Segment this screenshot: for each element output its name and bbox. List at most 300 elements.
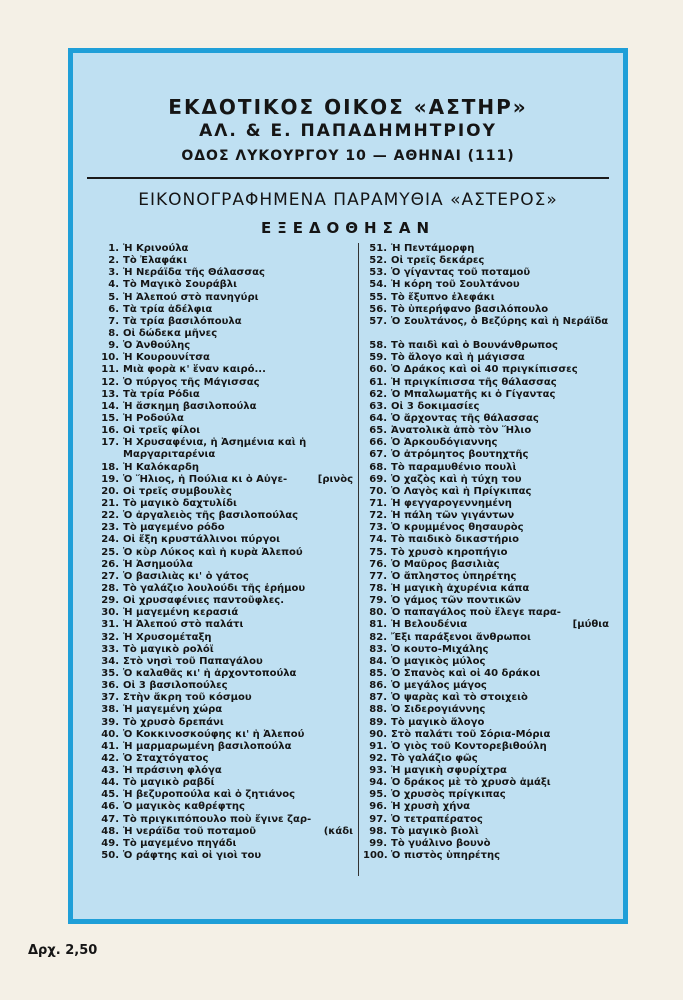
item-number: 49. bbox=[101, 837, 119, 849]
item-number: 48. bbox=[101, 825, 119, 837]
list-item bbox=[95, 352, 357, 364]
list-item bbox=[363, 644, 613, 656]
item-title: Τὸ χρυσὸ κηροπήγιο bbox=[391, 546, 508, 558]
item-title: Ὁ πύργος τῆς Μάγισσας bbox=[123, 376, 260, 388]
item-number: 17. bbox=[101, 437, 119, 449]
item-number: 100. bbox=[363, 850, 388, 862]
item-number: 43. bbox=[101, 765, 119, 777]
list-item bbox=[95, 498, 357, 510]
item-number: 44. bbox=[101, 777, 119, 789]
list-item bbox=[363, 607, 613, 619]
item-title: Τὸ χρυσὸ δρεπάνι bbox=[123, 716, 224, 728]
item-continuation: [ρινὸς bbox=[317, 473, 353, 485]
item-number: 51. bbox=[369, 243, 387, 254]
item-number: 18. bbox=[101, 461, 119, 473]
item-number: 39. bbox=[101, 716, 119, 728]
item-number: 78. bbox=[369, 582, 387, 594]
item-title: Τὸ γυάλινο βουνὸ bbox=[391, 837, 491, 849]
item-number: 57. bbox=[369, 315, 387, 327]
item-title: Ὁ κουτο-Μιχάλης bbox=[391, 643, 489, 655]
list-item bbox=[363, 255, 613, 267]
item-number: 32. bbox=[101, 631, 119, 643]
item-number: 41. bbox=[101, 740, 119, 752]
list-item bbox=[95, 316, 357, 328]
item-title: Οἱ δώδεκα μῆνες bbox=[123, 327, 218, 339]
item-title: Ἡ ἄσκημη βασιλοπούλα bbox=[123, 400, 257, 412]
item-title: Ὁ κρυμμένος θησαυρὸς bbox=[391, 522, 524, 534]
item-number: 24. bbox=[101, 534, 119, 546]
list-item bbox=[363, 838, 613, 850]
list-item bbox=[95, 243, 357, 255]
title-list-left bbox=[95, 243, 357, 862]
price-label: Δρχ. 2,50 bbox=[28, 943, 98, 958]
item-title: Ὁ γιὸς τοῦ Κοντορεβιθούλη bbox=[391, 740, 547, 752]
item-title: Τὸ μαγικὸ ἄλογο bbox=[391, 716, 485, 728]
list-item bbox=[363, 619, 613, 631]
list-item bbox=[363, 826, 613, 838]
list-item bbox=[95, 425, 357, 437]
list-item bbox=[95, 522, 357, 534]
item-title: Τὸ μαγικὸ βιολὶ bbox=[391, 825, 479, 837]
item-title: Ὁ Ἀρκουδόγιαννης bbox=[391, 437, 498, 449]
list-item bbox=[95, 668, 357, 680]
item-title: Τὸ ἄλογο καὶ ἡ μάγισσα bbox=[391, 352, 525, 364]
item-title: Ἡ μαγεμένη κερασιά bbox=[123, 607, 239, 619]
list-item bbox=[95, 571, 357, 583]
item-title: Τὸ μαγικὸ ραβδί bbox=[123, 777, 215, 789]
item-number: 89. bbox=[369, 716, 387, 728]
list-item bbox=[95, 704, 357, 716]
item-number: 88. bbox=[369, 704, 387, 716]
item-number: 86. bbox=[369, 680, 387, 692]
item-title: Ὁ κὺρ Λύκος καὶ ἡ κυρὰ Ἀλεπού bbox=[123, 546, 303, 558]
item-title: Ὁ Σουλτάνος, ὁ Βεζύρης καὶ ἡ Νεράϊδα bbox=[391, 315, 609, 327]
item-number: 38. bbox=[101, 704, 119, 716]
item-number: 35. bbox=[101, 667, 119, 679]
list-item bbox=[95, 267, 357, 279]
item-number: 60. bbox=[369, 364, 387, 376]
item-number: 5. bbox=[108, 291, 119, 303]
item-title: Ὁ βασιλιὰς κι' ὁ γάτος bbox=[123, 570, 249, 582]
item-title: Ἡ μαγικὴ σφυρίχτρα bbox=[391, 765, 507, 777]
list-item bbox=[95, 814, 357, 826]
list-item bbox=[363, 413, 613, 425]
item-title: Τὰ τρία ἀδέλφια bbox=[123, 303, 213, 315]
item-title: Ὁ χαζὸς καὶ ἡ τύχη του bbox=[391, 473, 522, 485]
item-number: 1. bbox=[108, 243, 119, 254]
item-title: Ὁ γίγαντας τοῦ ποταμοῦ bbox=[391, 267, 531, 279]
item-number: 23. bbox=[101, 522, 119, 534]
item-number: 66. bbox=[369, 437, 387, 449]
item-title: Ἡ μαγεμένη χώρα bbox=[123, 704, 223, 716]
item-number: 40. bbox=[101, 728, 119, 740]
list-item bbox=[95, 765, 357, 777]
item-title: Ἡ χρυσὴ χήνα bbox=[391, 801, 470, 813]
list-item bbox=[363, 668, 613, 680]
item-title: Ὁ ψαρὰς καὶ τὸ στοιχειὸ bbox=[391, 692, 528, 704]
item-title: Ὁ ράφτης καὶ οἱ γιοὶ του bbox=[123, 850, 262, 862]
item-title: Ἡ βεζυροπούλα καὶ ὁ ζητιάνος bbox=[123, 789, 296, 801]
list-item bbox=[95, 741, 357, 753]
item-title: Τὰ τρία βασιλόπουλα bbox=[123, 315, 242, 327]
item-number: 97. bbox=[369, 813, 387, 825]
column-divider bbox=[358, 243, 359, 876]
item-title: Ὁ παπαγάλος ποὺ ἔλεγε παρα- bbox=[391, 607, 561, 619]
list-item bbox=[363, 377, 613, 389]
item-title: Ὁ δράκος μὲ τὸ χρυσὸ ἁμάξι bbox=[391, 777, 551, 789]
item-title: Ὁ Σπανὸς καὶ οἱ 40 δράκοι bbox=[391, 667, 541, 679]
item-number: 67. bbox=[369, 449, 387, 461]
item-number: 54. bbox=[369, 279, 387, 291]
item-title: Ἡ Ἀλεπού στὸ πανηγύρι bbox=[123, 291, 259, 303]
list-item bbox=[363, 486, 613, 498]
item-number: 4. bbox=[108, 279, 119, 291]
item-number: 30. bbox=[101, 607, 119, 619]
list-item bbox=[95, 255, 357, 267]
item-title: Ὁ χρυσὸς πρίγκιπας bbox=[391, 789, 506, 801]
item-number: 16. bbox=[101, 425, 119, 437]
list-item bbox=[95, 486, 357, 498]
item-title: Ὁ μεγάλος μάγος bbox=[391, 680, 487, 692]
item-title: Ὁ Μαῦρος βασιλιὰς bbox=[391, 558, 500, 570]
list-item bbox=[363, 656, 613, 668]
item-number: 58. bbox=[369, 340, 387, 352]
item-number: 36. bbox=[101, 680, 119, 692]
list-item bbox=[95, 801, 357, 813]
item-title: Ὁ γάμος τῶν ποντικῶν bbox=[391, 595, 521, 607]
item-number: 22. bbox=[101, 510, 119, 522]
list-item bbox=[95, 680, 357, 692]
item-title: Ὁ Δράκος καὶ οἱ 40 πριγκίπισσες bbox=[391, 364, 578, 376]
item-title: Τὸ Μαγικὸ Σουράβλι bbox=[123, 279, 238, 291]
list-item bbox=[95, 644, 357, 656]
item-number: 50. bbox=[101, 850, 119, 862]
item-number: 46. bbox=[101, 801, 119, 813]
publisher-address: ΟΔΟΣ ΛΥΚΟΥΡΓΟΥ 10 — ΑΘΗΝΑΙ (111) bbox=[181, 148, 515, 164]
item-number: 10. bbox=[101, 352, 119, 364]
list-item bbox=[363, 243, 613, 255]
item-title: Ἡ Ἀλεπού στὸ παλάτι bbox=[123, 619, 244, 631]
item-title: Ὁ Λαγὸς καὶ ἡ Πρίγκιπας bbox=[391, 485, 532, 497]
list-item bbox=[95, 595, 357, 607]
item-number: 2. bbox=[108, 255, 119, 267]
list-item bbox=[95, 389, 357, 401]
list-item bbox=[363, 789, 613, 801]
publisher-name: ΕΚΔΟΤΙΚΟΣ ΟΙΚΟΣ «ΑΣΤΗΡ» bbox=[168, 95, 528, 119]
item-title: Ἡ Κουρουνίτσα bbox=[123, 352, 210, 364]
item-number: 91. bbox=[369, 740, 387, 752]
list-item bbox=[363, 753, 613, 765]
item-number: 64. bbox=[369, 412, 387, 424]
item-number: 75. bbox=[369, 546, 387, 558]
item-title: Ὁ ἄρχοντας τῆς θάλασσας bbox=[391, 412, 539, 424]
item-title: Ἡ μαρμαρωμένη βασιλοπούλα bbox=[123, 740, 292, 752]
item-number: 26. bbox=[101, 558, 119, 570]
list-item bbox=[95, 559, 357, 571]
divider bbox=[87, 177, 609, 179]
item-number: 87. bbox=[369, 692, 387, 704]
item-number: 62. bbox=[369, 388, 387, 400]
item-number: 53. bbox=[369, 267, 387, 279]
item-title: Τὸ παραμυθένιο πουλὶ bbox=[391, 461, 517, 473]
list-item bbox=[95, 838, 357, 850]
item-title: Στὸ παλάτι τοῦ Σόρια-Μόρια bbox=[391, 728, 551, 740]
item-title: Ὁ Κοκκινοσκούφης κι' ἡ Ἀλεπού bbox=[123, 728, 305, 740]
item-number: 33. bbox=[101, 643, 119, 655]
item-title: Ἡ Χρυσαφένια, ἡ Ἀσημένια καὶ ἡ Μαργαριταρένια bbox=[123, 437, 307, 461]
list-item bbox=[363, 425, 613, 437]
list-item bbox=[363, 449, 613, 461]
list-item bbox=[363, 340, 613, 352]
item-number: 61. bbox=[369, 376, 387, 388]
item-title: Στὸ νησὶ τοῦ Παπαγάλου bbox=[123, 655, 263, 667]
item-number: 93. bbox=[369, 765, 387, 777]
item-number: 15. bbox=[101, 412, 119, 424]
item-title: Ὁ μαγικὸς καθρέφτης bbox=[123, 801, 245, 813]
item-title: Τὸ παιδὶ καὶ ὁ Βουνάνθρωπος bbox=[391, 340, 558, 352]
list-item bbox=[95, 437, 357, 461]
item-title: Στὴν ἄκρη τοῦ κόσμου bbox=[123, 692, 252, 704]
list-item bbox=[363, 765, 613, 777]
item-number: 65. bbox=[369, 425, 387, 437]
list-item bbox=[363, 267, 613, 279]
item-title: Ἡ μαγικὴ ἀχυρένια κάπα bbox=[391, 582, 530, 594]
item-number: 63. bbox=[369, 400, 387, 412]
item-title: Ἔξι παράξενοι ἄνθρωποι bbox=[391, 631, 531, 643]
list-item bbox=[95, 656, 357, 668]
item-number: 34. bbox=[101, 655, 119, 667]
list-item bbox=[95, 413, 357, 425]
item-title: Ἀνατολικὰ ἀπὸ τὸν Ἥλιο bbox=[391, 425, 532, 437]
list-item bbox=[95, 583, 357, 595]
list-item bbox=[95, 607, 357, 619]
item-number: 52. bbox=[369, 255, 387, 267]
item-title: Οἱ τρεῖς δεκάρες bbox=[391, 255, 485, 267]
list-item bbox=[95, 753, 357, 765]
item-number: 90. bbox=[369, 728, 387, 740]
list-item bbox=[363, 583, 613, 595]
item-title: Ὁ ἀτρόμητος βουτηχτῆς bbox=[391, 449, 529, 461]
item-number: 94. bbox=[369, 777, 387, 789]
item-number: 27. bbox=[101, 570, 119, 582]
item-title: Τὰ τρία Ρόδια bbox=[123, 388, 200, 400]
item-title: Ἡ Κρινούλα bbox=[123, 243, 189, 254]
list-item bbox=[363, 850, 613, 862]
list-item bbox=[95, 619, 357, 631]
item-number: 70. bbox=[369, 485, 387, 497]
item-number: 42. bbox=[101, 752, 119, 764]
item-number: 9. bbox=[108, 340, 119, 352]
item-title: Ὁ Μπαλωματῆς κι ὁ Γίγαντας bbox=[391, 388, 556, 400]
item-number: 12. bbox=[101, 376, 119, 388]
list-item bbox=[363, 522, 613, 534]
item-title: Ὁ Ἀνθούλης bbox=[123, 340, 191, 352]
item-number: 37. bbox=[101, 692, 119, 704]
item-number: 59. bbox=[369, 352, 387, 364]
list-item bbox=[363, 279, 613, 291]
series-title: ΕΙΚΟΝΟΓΡΑΦΗΜΕΝΑ ΠΑΡΑΜΥΘΙΑ «ΑΣΤΕΡΟΣ» bbox=[138, 190, 558, 210]
list-item bbox=[363, 547, 613, 559]
list-item bbox=[363, 437, 613, 449]
item-title: Οἱ 3 δοκιμασίες bbox=[391, 400, 480, 412]
item-title: Ἡ Βελουδένια bbox=[391, 619, 468, 631]
item-title: Ὁ Ἥλιος, ἡ Πούλια κι ὁ Αὐγε- bbox=[123, 473, 288, 485]
list-item bbox=[95, 377, 357, 389]
list-item bbox=[95, 462, 357, 474]
item-number: 81. bbox=[369, 619, 387, 631]
list-item bbox=[363, 498, 613, 510]
item-number: 73. bbox=[369, 522, 387, 534]
published-label: ΕΞΕΔΟΘΗΣΑΝ bbox=[260, 219, 436, 237]
list-item bbox=[363, 389, 613, 401]
list-item bbox=[363, 595, 613, 607]
item-title: Ἡ Πεντάμορφη bbox=[391, 243, 475, 254]
list-item bbox=[363, 741, 613, 753]
list-item bbox=[95, 364, 357, 376]
item-number: 85. bbox=[369, 667, 387, 679]
item-title: Τὸ γαλάζιο λουλούδι τῆς ἐρήμου bbox=[123, 582, 306, 594]
item-number: 98. bbox=[369, 825, 387, 837]
list-item bbox=[363, 632, 613, 644]
publisher-owners: ΑΛ. & Ε. ΠΑΠΑΔΗΜΗΤΡΙΟΥ bbox=[199, 121, 497, 141]
title-list-right bbox=[363, 243, 613, 862]
item-number: 69. bbox=[369, 473, 387, 485]
item-title: Ὁ πιστὸς ὑπηρέτης bbox=[391, 850, 501, 862]
item-number: 11. bbox=[101, 364, 119, 376]
item-title: Τὸ μαγεμένο ρόδο bbox=[123, 522, 225, 534]
item-number: 56. bbox=[369, 303, 387, 315]
item-title: Ἡ Ἀσημούλα bbox=[123, 558, 193, 570]
item-number: 28. bbox=[101, 582, 119, 594]
list-item bbox=[95, 510, 357, 522]
item-title: Οἱ ἔξη κρυστάλλινοι πύργοι bbox=[123, 534, 281, 546]
list-item bbox=[95, 729, 357, 741]
item-number: 13. bbox=[101, 388, 119, 400]
item-title: Οἱ τρεῖς φίλοι bbox=[123, 425, 201, 437]
list-item bbox=[95, 474, 357, 486]
list-item bbox=[363, 292, 613, 304]
list-item bbox=[95, 547, 357, 559]
item-number: 31. bbox=[101, 619, 119, 631]
item-title: Ὁ καλαθᾶς κι' ἡ ἀρχοντοπούλα bbox=[123, 667, 297, 679]
item-title: Ὁ τετραπέρατος bbox=[391, 813, 483, 825]
list-item bbox=[363, 801, 613, 813]
item-title: Ἡ νεράϊδα τοῦ ποταμοῦ bbox=[123, 825, 257, 837]
item-title: Τὸ Ἐλαφάκι bbox=[123, 255, 187, 267]
item-number: 76. bbox=[369, 558, 387, 570]
item-continuation: (κάδι bbox=[323, 825, 353, 837]
item-title: Ἡ Χρυσομέταξη bbox=[123, 631, 212, 643]
item-title: Οἱ 3 βασιλοπούλες bbox=[123, 680, 228, 692]
item-title: Ἡ πάλη τῶν γιγάντων bbox=[391, 510, 515, 522]
list-item bbox=[95, 850, 357, 862]
item-number: 25. bbox=[101, 546, 119, 558]
item-title: Ὁ ἄπληστος ὑπηρέτης bbox=[391, 570, 517, 582]
item-number: 79. bbox=[369, 595, 387, 607]
catalog-panel bbox=[68, 48, 628, 924]
item-title: Ἡ πριγκίπισσα τῆς θάλασσας bbox=[391, 376, 557, 388]
item-title: Ἡ Καλόκαρδη bbox=[123, 461, 199, 473]
list-item bbox=[363, 559, 613, 571]
list-item bbox=[95, 826, 357, 838]
item-number: 14. bbox=[101, 400, 119, 412]
list-item bbox=[363, 692, 613, 704]
list-item bbox=[95, 279, 357, 291]
list-item bbox=[363, 462, 613, 474]
item-number: 7. bbox=[108, 315, 119, 327]
item-number: 20. bbox=[101, 485, 119, 497]
item-number: 55. bbox=[369, 291, 387, 303]
item-number: 6. bbox=[108, 303, 119, 315]
item-title: Τὸ ἔξυπνο ἐλεφάκι bbox=[391, 291, 495, 303]
item-number: 8. bbox=[108, 327, 119, 339]
item-title: Ἡ Ροδούλα bbox=[123, 412, 184, 424]
list-item bbox=[95, 789, 357, 801]
item-number: 47. bbox=[101, 813, 119, 825]
list-item bbox=[363, 680, 613, 692]
item-title: Ἡ Νεράϊδα τῆς Θάλασσας bbox=[123, 267, 265, 279]
item-title: Τὸ γαλάζιο φῶς bbox=[391, 752, 478, 764]
item-title: Τὸ μαγικὸ ρολόϊ bbox=[123, 643, 214, 655]
item-title: Τὸ μαγικὸ δαχτυλίδι bbox=[123, 497, 237, 509]
list-item bbox=[95, 304, 357, 316]
list-item bbox=[95, 340, 357, 352]
list-item bbox=[363, 814, 613, 826]
list-item bbox=[363, 777, 613, 789]
list-item bbox=[95, 777, 357, 789]
item-number: 92. bbox=[369, 752, 387, 764]
list-item bbox=[363, 704, 613, 716]
list-item bbox=[363, 352, 613, 364]
list-item bbox=[95, 632, 357, 644]
item-number: 19. bbox=[101, 473, 119, 485]
item-title: Μιὰ φορὰ κ' ἕναν καιρό... bbox=[123, 364, 266, 376]
item-number: 29. bbox=[101, 595, 119, 607]
list-item bbox=[95, 534, 357, 546]
item-number: 96. bbox=[369, 801, 387, 813]
list-item bbox=[95, 717, 357, 729]
item-number: 68. bbox=[369, 461, 387, 473]
item-number: 99. bbox=[369, 837, 387, 849]
item-number: 82. bbox=[369, 631, 387, 643]
item-number: 74. bbox=[369, 534, 387, 546]
item-number: 45. bbox=[101, 789, 119, 801]
list-item bbox=[363, 401, 613, 413]
list-item bbox=[363, 729, 613, 741]
list-item bbox=[95, 328, 357, 340]
item-continuation: [μύθια bbox=[572, 619, 609, 631]
item-number: 77. bbox=[369, 570, 387, 582]
list-item bbox=[363, 510, 613, 522]
list-item bbox=[363, 364, 613, 376]
item-title: Ἡ κόρη τοῦ Σουλτάνου bbox=[391, 279, 520, 291]
list-item bbox=[363, 571, 613, 583]
list-item bbox=[95, 401, 357, 413]
item-number: 80. bbox=[369, 607, 387, 619]
item-number: 3. bbox=[108, 267, 119, 279]
item-title: Τὸ ὑπερήφανο βασιλόπουλο bbox=[391, 303, 549, 315]
item-number: 21. bbox=[101, 497, 119, 509]
item-title: Ἡ πράσινη φλόγα bbox=[123, 765, 222, 777]
item-title: Τὸ παιδικὸ δικαστήριο bbox=[391, 534, 520, 546]
list-item bbox=[363, 474, 613, 486]
item-title: Ὁ Σιδερογιάννης bbox=[391, 704, 486, 716]
item-number: 83. bbox=[369, 643, 387, 655]
item-number: 72. bbox=[369, 510, 387, 522]
item-title: Τὸ μαγεμένο πηγάδι bbox=[123, 837, 237, 849]
item-title: Ὁ Σταχτόγατος bbox=[123, 752, 209, 764]
item-title: Ὁ ἀργαλειὸς τῆς βασιλοπούλας bbox=[123, 510, 299, 522]
